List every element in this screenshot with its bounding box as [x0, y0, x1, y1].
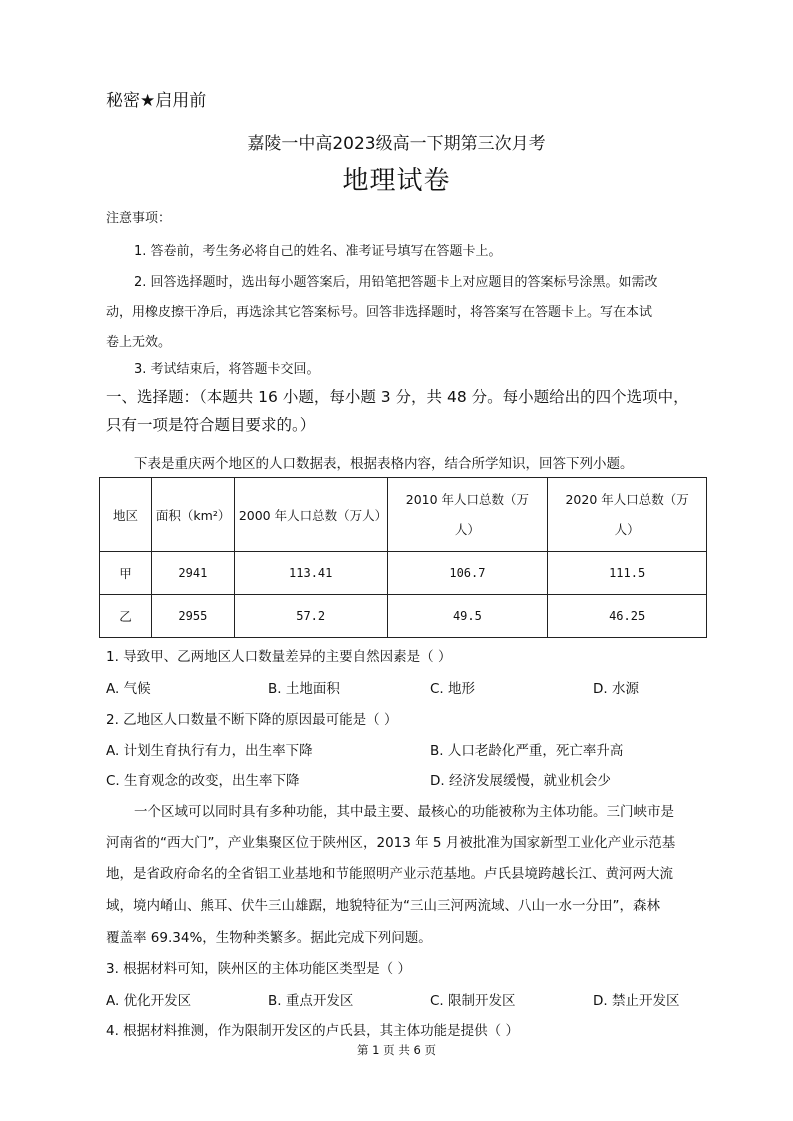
- passage-line-2: 河南省的“西大门”，产业集聚区位于陕州区，2013 年 5 月被批准为国家新型工业化产业示范基: [106, 835, 676, 851]
- question-3-option-b: B. 重点开发区: [268, 993, 354, 1009]
- secret-label: 秘密★启用前: [106, 91, 207, 111]
- header-cell-2020: [548, 478, 707, 552]
- notice-item-3: 3. 考试结束后，将答题卡交回。: [134, 362, 320, 377]
- page-footer: 第 1 页 共 6 页: [357, 1043, 436, 1057]
- question-3-option-c: C. 限制开发区: [430, 993, 516, 1009]
- question-2-option-a: A. 计划生育执行有力，出生率下降: [106, 743, 313, 759]
- question-4-stem: 4. 根据材料推测，作为限制开发区的卢氏县，其主体功能是提供（ ）: [106, 1023, 519, 1039]
- table-row: [100, 552, 707, 595]
- row-area: 2941: [151, 552, 234, 595]
- question-2-option-b: B. 人口老龄化严重，死亡率升高: [430, 743, 624, 759]
- notice-item-2-line-2: 动，用橡皮擦干净后，再选涂其它答案标号。回答非选择题时，将答案写在答题卡上。写在本试: [106, 305, 653, 320]
- header-cell-area: 面积（km²）: [151, 478, 234, 552]
- header-2020-line-1: 2020 年人口总数（万: [565, 491, 689, 507]
- question-1-option-a: A. 气候: [106, 681, 151, 697]
- header-2010-line-2: 人）: [454, 521, 480, 537]
- row-region: 乙: [100, 595, 152, 638]
- table-intro: 下表是重庆两个地区的人口数据表，根据表格内容，结合所学知识，回答下列小题。: [134, 456, 634, 472]
- header-cell-2000: 2000 年人口总数（万人）: [234, 478, 387, 552]
- question-1-option-d: D. 水源: [593, 681, 639, 697]
- passage-line-3: 地，是省政府命名的全省铝工业基地和节能照明产业示范基地。卢氏县境跨越长江、黄河两大流: [106, 866, 673, 882]
- question-3-option-a: A. 优化开发区: [106, 993, 192, 1009]
- header-cell-2010: [387, 478, 548, 552]
- question-1-option-b: B. 土地面积: [268, 681, 340, 697]
- question-3-stem: 3. 根据材料可知，陕州区的主体功能区类型是（ ）: [106, 961, 411, 977]
- row-pop-2020: 111.5: [548, 552, 707, 595]
- passage-line-4: 域，境内崤山、熊耳、伏牛三山雄踞，地貌特征为“三山三河两流域、八山一水一分田”，森林: [106, 898, 660, 914]
- population-table: [99, 477, 707, 638]
- question-2-option-c: C. 生育观念的改变，出生率下降: [106, 773, 300, 789]
- question-1-option-c: C. 地形: [430, 681, 476, 697]
- notice-heading: 注意事项：: [106, 211, 172, 226]
- row-area: 2955: [151, 595, 234, 638]
- notice-item-1: 1. 答卷前，考生务必将自己的姓名、准考证号填写在答题卡上。: [134, 244, 502, 259]
- header-2020-line-2: 人）: [614, 521, 640, 537]
- section-1-heading-line-1: 一、选择题：（本题共 16 小题，每小题 3 分，共 48 分。每小题给出的四个选项中，: [106, 388, 689, 406]
- passage-line-5: 覆盖率 69.34%，生物种类繁多。据此完成下列问题。: [106, 930, 432, 946]
- exam-title: 嘉陵一中高2023级高一下期第三次月考: [247, 134, 546, 154]
- section-1-heading-line-2: 只有一项是符合题目要求的。）: [106, 416, 316, 434]
- row-pop-2010: 106.7: [387, 552, 548, 595]
- table-header-row: [100, 478, 707, 552]
- header-cell-region: 地区: [100, 478, 152, 552]
- notice-item-2-line-3: 卷上无效。: [106, 335, 172, 350]
- question-2-stem: 2. 乙地区人口数量不断下降的原因最可能是（ ）: [106, 712, 398, 728]
- subject-title: 地理试卷: [342, 166, 451, 196]
- row-pop-2000: 113.41: [234, 552, 387, 595]
- passage-line-1: 一个区域可以同时具有多种功能，其中最主要、最核心的功能被称为主体功能。三门峡市是: [134, 804, 674, 820]
- row-pop-2020: 46.25: [548, 595, 707, 638]
- table-row: [100, 595, 707, 638]
- notice-item-2-line-1: 2. 回答选择题时，选出每小题答案后，用铅笔把答题卡上对应题目的答案标号涂黑。如需改: [134, 275, 658, 290]
- question-1-stem: 1. 导致甲、乙两地区人口数量差异的主要自然因素是（ ）: [106, 649, 452, 665]
- question-2-option-d: D. 经济发展缓慢，就业机会少: [430, 773, 611, 789]
- row-region: 甲: [100, 552, 152, 595]
- row-pop-2000: 57.2: [234, 595, 387, 638]
- row-pop-2010: 49.5: [387, 595, 548, 638]
- header-2010-line-1: 2010 年人口总数（万: [405, 491, 530, 507]
- question-3-option-d: D. 禁止开发区: [593, 993, 680, 1009]
